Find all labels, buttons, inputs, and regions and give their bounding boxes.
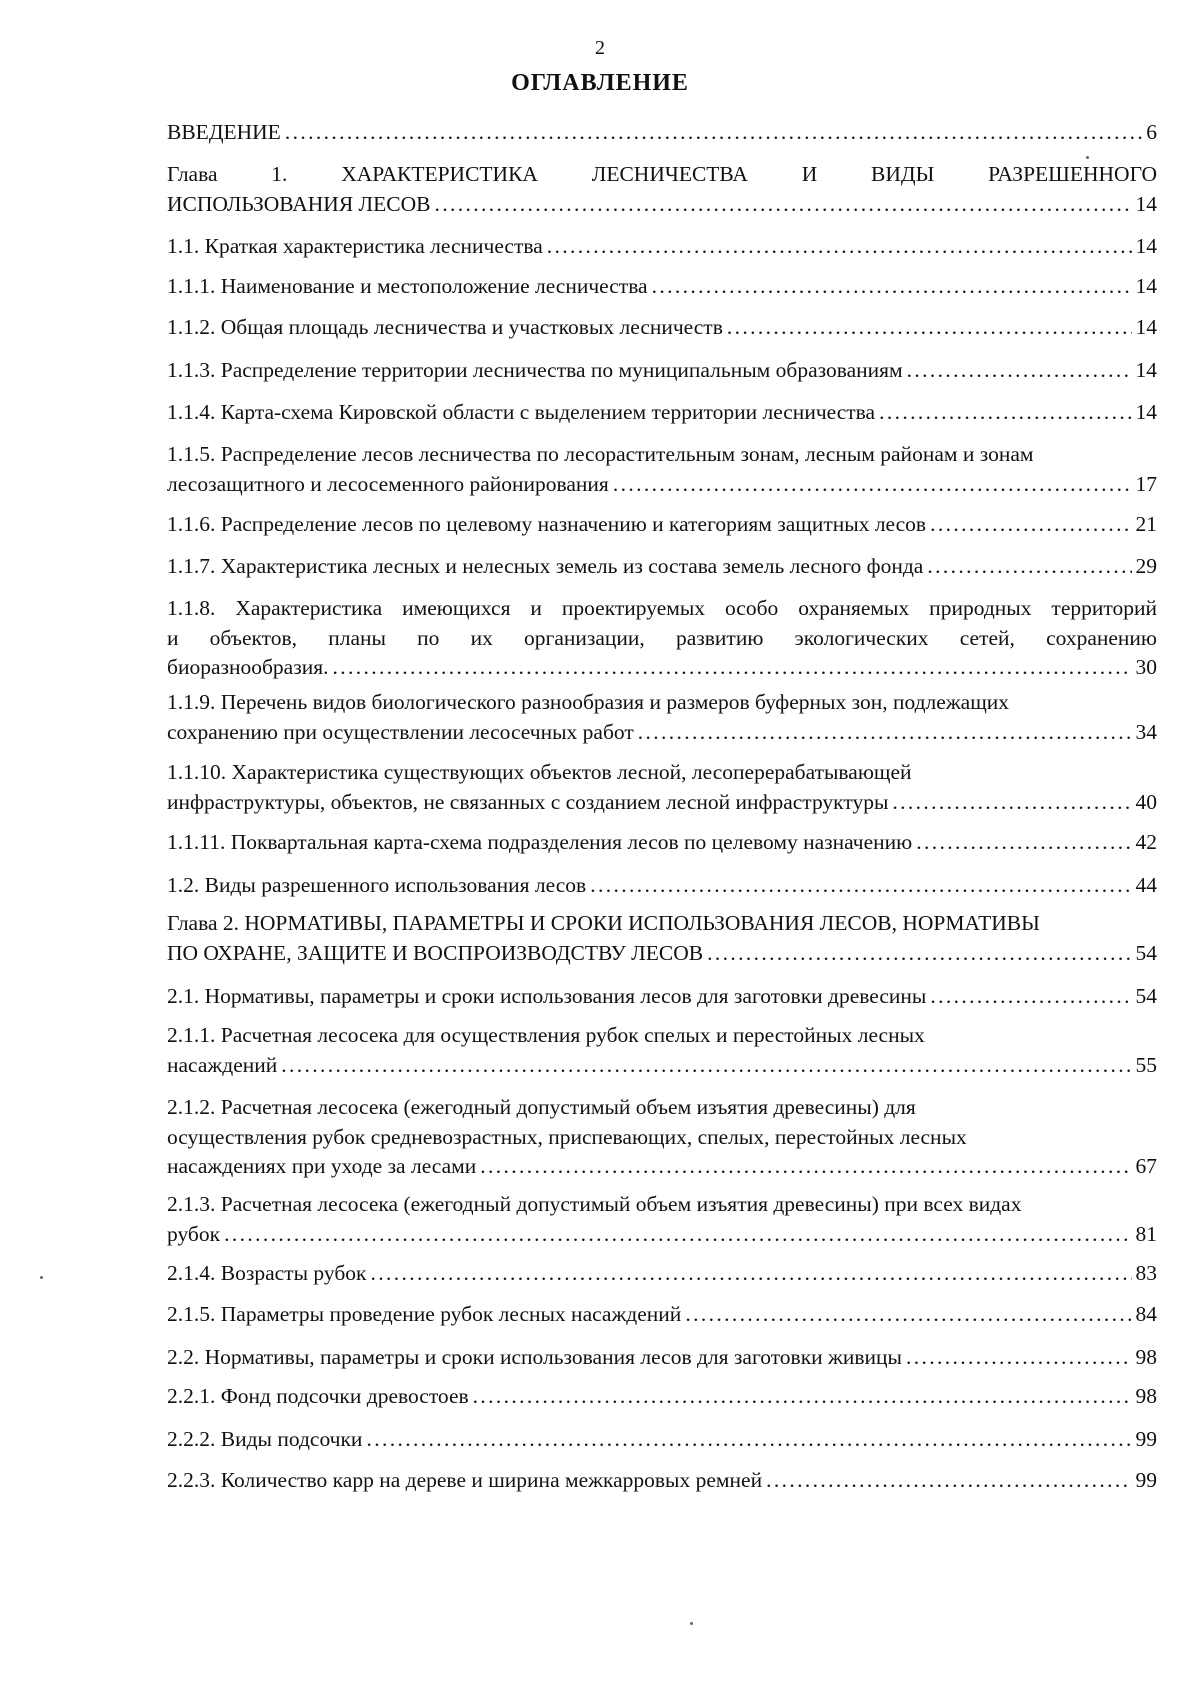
toc-entry[interactable] — [167, 1425, 1157, 1455]
toc-entry[interactable] — [167, 1021, 1157, 1080]
dot-leader — [366, 1425, 1131, 1455]
toc-entry-label: 2.2.1. Фонд подсочки древостоев — [167, 1384, 469, 1408]
dot-leader — [727, 313, 1132, 343]
toc-entry-last-line — [167, 718, 1157, 748]
toc-entry-text-line: Глава 1. ХАРАКТЕРИСТИКА ЛЕСНИЧЕСТВА И ВИДЫ РАЗРЕШЕННОГО — [167, 162, 1157, 186]
toc-entry-last-line — [167, 1259, 1157, 1289]
toc-entry-label: 1.2. Виды разрешенного использования лесов — [167, 873, 587, 897]
toc-entry-last-line — [167, 1466, 1157, 1496]
dot-leader — [224, 1220, 1131, 1250]
dot-leader — [927, 552, 1131, 582]
toc-entry-label: сохранению при осуществлении лесосечных работ — [167, 719, 634, 744]
toc-entry-page-number: 54 — [1135, 940, 1157, 965]
dot-leader — [685, 1300, 1131, 1330]
dot-leader — [281, 1051, 1131, 1081]
toc-entry-page-number: 29 — [1135, 554, 1157, 578]
toc-entry-label: лесозащитного и лесосеменного районирования — [167, 471, 609, 496]
toc-entry-page-number: 14 — [1135, 234, 1157, 258]
toc-entry-label: рубок — [167, 1221, 221, 1246]
toc-entry[interactable] — [167, 688, 1157, 747]
toc-entry-label: 2.1. Нормативы, параметры и сроки использования лесов для заготовки древесины — [167, 984, 927, 1008]
dot-leader — [930, 510, 1131, 540]
toc-entry-page-number: 21 — [1135, 512, 1157, 536]
dot-leader — [916, 828, 1131, 858]
toc-entry-last-line — [167, 232, 1157, 262]
toc-entry-label: 1.1.4. Карта-схема Кировской области с выделением территории лесничества — [167, 400, 876, 424]
dot-leader — [473, 1382, 1132, 1412]
toc-entry-label: 2.2.2. Виды подсочки — [167, 1427, 363, 1451]
toc-entry-text-line: 2.1.2. Расчетная лесосека (ежегодный допустимый объем изъятия древесины) для — [167, 1095, 916, 1119]
dot-leader — [906, 1343, 1132, 1373]
toc-entry[interactable] — [167, 828, 1157, 858]
toc-entry-label: 1.1.7. Характеристика лесных и нелесных земель из состава земель лесного фонда — [167, 554, 924, 578]
toc-entry-page-number: 14 — [1135, 358, 1157, 382]
toc-entry-label: насаждениях при уходе за лесами — [167, 1154, 477, 1178]
toc-entry[interactable] — [167, 1093, 1157, 1182]
toc-entry-last-line — [167, 510, 1157, 540]
toc-entry-page-number: 30 — [1135, 655, 1157, 679]
toc-entry-label: 1.1.6. Распределение лесов по целевому назначению и категориям защитных лесов — [167, 512, 927, 536]
toc-entry-label: 1.1.1. Наименование и местоположение лесничества — [167, 274, 648, 298]
toc-entry-page-number: 54 — [1135, 984, 1157, 1008]
toc-entry[interactable] — [167, 1300, 1157, 1330]
toc-entry-page-number: 84 — [1135, 1302, 1157, 1326]
dot-leader — [480, 1152, 1131, 1182]
toc-entry-page-number: 67 — [1135, 1154, 1157, 1178]
dot-leader — [613, 470, 1132, 500]
dot-leader — [907, 356, 1132, 386]
toc-entry[interactable] — [167, 272, 1157, 302]
toc-entry[interactable] — [167, 909, 1157, 968]
toc-entry-label: ВВЕДЕНИЕ — [167, 120, 281, 144]
toc-entry[interactable] — [167, 313, 1157, 343]
toc-entry-page-number: 55 — [1135, 1052, 1157, 1077]
toc-entry-last-line — [167, 398, 1157, 428]
toc-entry-last-line — [167, 939, 1157, 969]
toc-entry-text-line: и объектов, планы по их организации, развитию экологических сетей, сохранению — [167, 625, 1157, 650]
toc-entry-page-number: 42 — [1135, 830, 1157, 854]
toc-entry-last-line — [167, 1300, 1157, 1330]
toc-entry-last-line — [167, 190, 1157, 220]
toc-entry-page-number: 83 — [1135, 1261, 1157, 1285]
dot-leader — [434, 190, 1131, 220]
toc-entry-page-number: 40 — [1135, 789, 1157, 814]
toc-entry-label: 1.1.2. Общая площадь лесничества и участковых лесничеств — [167, 315, 723, 339]
toc-entry[interactable] — [167, 1382, 1157, 1412]
toc-entry-last-line — [167, 1051, 1157, 1081]
dot-leader — [638, 718, 1132, 748]
toc-entry-page-number: 6 — [1146, 120, 1157, 144]
toc-entry-text-line: 1.1.5. Распределение лесов лесничества по лесорастительным зонам, лесным районам и зонам — [167, 442, 1034, 466]
dot-leader — [332, 653, 1131, 683]
dot-leader — [930, 982, 1131, 1012]
toc-entry-label: инфраструктуры, объектов, не связанных с созданием лесной инфраструктуры — [167, 789, 889, 814]
scan-speck — [690, 1622, 693, 1625]
toc-entry-last-line — [167, 788, 1157, 818]
scan-speck — [1086, 156, 1089, 159]
toc-entry-text-line: 1.1.9. Перечень видов биологического разнообразия и размеров буферных зон, подлежащих — [167, 690, 1010, 714]
toc-entry[interactable] — [167, 1466, 1157, 1496]
toc-entry[interactable] — [167, 440, 1157, 499]
toc-entry-text-line: осуществления рубок средневозрастных, приспевающих, спелых, перестойных лесных — [167, 1124, 967, 1149]
toc-entry-last-line — [167, 653, 1157, 683]
toc-entry[interactable] — [167, 356, 1157, 386]
toc-entry[interactable] — [167, 982, 1157, 1012]
toc-entry-page-number: 99 — [1135, 1427, 1157, 1451]
toc-entry-text-line: 2.1.1. Расчетная лесосека для осуществления рубок спелых и перестойных лесных — [167, 1023, 925, 1047]
dot-leader — [370, 1259, 1131, 1289]
toc-entry-label: 2.1.5. Параметры проведение рубок лесных насаждений — [167, 1302, 682, 1326]
toc-entry-text-line: 2.1.3. Расчетная лесосека (ежегодный допустимый объем изъятия древесины) при всех видах — [167, 1192, 1022, 1216]
toc-entry-label: ПО ОХРАНЕ, ЗАЩИТЕ И ВОСПРОИЗВОДСТВУ ЛЕСОВ — [167, 940, 704, 965]
toc-entry-last-line — [167, 356, 1157, 386]
toc-entry-page-number: 44 — [1135, 873, 1157, 897]
dot-leader — [766, 1466, 1131, 1496]
toc-entry-last-line — [167, 470, 1157, 500]
toc-entry-page-number: 14 — [1135, 315, 1157, 339]
toc-entry-label: 1.1.3. Распределение территории лесничества по муниципальным образованиям — [167, 358, 903, 382]
toc-entry-last-line — [167, 1425, 1157, 1455]
toc-entry-last-line — [167, 871, 1157, 901]
dot-leader — [590, 871, 1131, 901]
toc-entry-page-number: 17 — [1135, 471, 1157, 496]
toc-entry-page-number: 98 — [1135, 1384, 1157, 1408]
scan-speck — [40, 1276, 43, 1279]
toc-entry-label: биоразнообразия. — [167, 655, 329, 679]
toc-entry[interactable] — [167, 758, 1157, 817]
toc-entry[interactable] — [167, 552, 1157, 582]
page-number: 2 — [595, 37, 605, 59]
toc-entry-page-number: 81 — [1135, 1221, 1157, 1246]
toc-entry-last-line — [167, 272, 1157, 302]
toc-entry-last-line — [167, 118, 1157, 148]
toc-entry-last-line — [167, 313, 1157, 343]
toc-entry-text-line: Глава 2. НОРМАТИВЫ, ПАРАМЕТРЫ И СРОКИ ИСПОЛЬЗОВАНИЯ ЛЕСОВ, НОРМАТИВЫ — [167, 911, 1040, 935]
toc-entry-page-number: 14 — [1135, 191, 1157, 216]
toc-entry[interactable] — [167, 594, 1157, 683]
toc-entry-page-number: 14 — [1135, 400, 1157, 424]
toc-entry-last-line — [167, 1152, 1157, 1182]
toc-entry-last-line — [167, 828, 1157, 858]
page-title: ОГЛАВЛЕНИЕ — [511, 70, 689, 96]
dot-leader — [707, 939, 1131, 969]
toc-entry-page-number: 98 — [1135, 1345, 1157, 1369]
toc-entry-text-line: 1.1.8. Характеристика имеющихся и проектируемых особо охраняемых природных территорий — [167, 596, 1157, 620]
toc-entry[interactable] — [167, 1343, 1157, 1373]
dot-leader — [285, 118, 1142, 148]
toc-entry-last-line — [167, 1343, 1157, 1373]
toc-entry[interactable] — [167, 232, 1157, 262]
dot-leader — [892, 788, 1131, 818]
toc-entry[interactable] — [167, 398, 1157, 428]
toc-entry-label: 1.1. Краткая характеристика лесничества — [167, 234, 543, 258]
dot-leader — [652, 272, 1132, 302]
toc-entry-page-number: 99 — [1135, 1468, 1157, 1492]
toc-entry-last-line — [167, 1382, 1157, 1412]
toc-entry[interactable] — [167, 871, 1157, 901]
toc-entry[interactable] — [167, 1259, 1157, 1289]
toc-entry-page-number: 14 — [1135, 274, 1157, 298]
toc-entry-label: насаждений — [167, 1052, 278, 1077]
toc-entry[interactable] — [167, 510, 1157, 540]
dot-leader — [879, 398, 1131, 428]
toc-entry[interactable] — [167, 118, 1157, 148]
toc-entry-label: 2.2. Нормативы, параметры и сроки использования лесов для заготовки живицы — [167, 1345, 902, 1369]
toc-entry-text-line: 1.1.10. Характеристика существующих объектов лесной, лесоперерабатывающей — [167, 760, 912, 784]
toc-entry[interactable] — [167, 160, 1157, 219]
dot-leader — [547, 232, 1132, 262]
toc-entry-last-line — [167, 1220, 1157, 1250]
toc-entry-page-number: 34 — [1135, 719, 1157, 744]
toc-entry-label: 2.2.3. Количество карр на дереве и ширина межкарровых ремней — [167, 1468, 763, 1492]
toc-entry-label: ИСПОЛЬЗОВАНИЯ ЛЕСОВ — [167, 191, 431, 216]
toc-entry[interactable] — [167, 1190, 1157, 1249]
toc-entry-last-line — [167, 982, 1157, 1012]
toc-entry-last-line — [167, 552, 1157, 582]
toc-entry-label: 2.1.4. Возрасты рубок — [167, 1261, 367, 1285]
toc-entry-label: 1.1.11. Поквартальная карта-схема подразделения лесов по целевому назначению — [167, 830, 913, 854]
